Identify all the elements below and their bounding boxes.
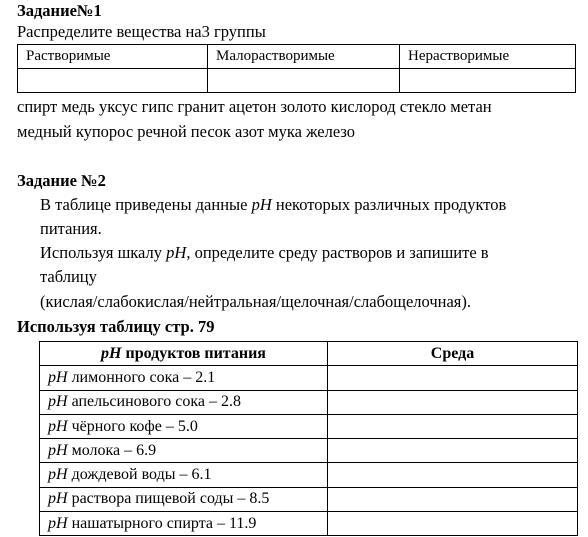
text: молока – 6.9 [67, 441, 157, 459]
text: дождевой воды – 6.1 [67, 466, 212, 484]
ph-symbol: pH [101, 344, 122, 362]
substances-line-2: медный купорос речной песок азот мука железо [17, 122, 356, 141]
ph-row-label [40, 487, 328, 511]
task2-line-3 [40, 243, 489, 263]
text: нашатырного спирта – 11.9 [67, 514, 257, 532]
medium-answer-cell[interactable] [328, 414, 578, 438]
text: чёрного кофе – 5.0 [67, 417, 198, 435]
ph-symbol: pH [48, 368, 68, 386]
task2-line-1 [40, 195, 506, 215]
table-row [18, 69, 576, 93]
table-row [18, 45, 576, 69]
table-row [40, 463, 578, 487]
text: продуктов питания [121, 344, 266, 362]
task2-line-5: (кислая/слабокислая/нейтральная/щелочная/слабощелочная). [40, 292, 472, 311]
header-medium: Среда [328, 342, 578, 366]
ph-symbol: pH [166, 243, 187, 262]
medium-answer-cell[interactable] [328, 512, 578, 536]
header-soluble: Растворимые [18, 45, 208, 69]
task1-instruction: Распределите вещества на3 группы [17, 22, 266, 41]
table-row [40, 439, 578, 463]
answer-cell-slightly-soluble[interactable] [208, 69, 400, 93]
ph-row-label [40, 512, 328, 536]
text: Используя шкалу [40, 243, 167, 262]
task2-title: Задание №2 [17, 171, 106, 190]
text: некоторых различных продуктов [271, 195, 507, 214]
ph-row-label [40, 366, 328, 390]
ph-row-label [40, 463, 328, 487]
text: раствора пищевой соды – 8.5 [67, 490, 270, 508]
ph-symbol: pH [48, 466, 68, 484]
substances-line-1: спирт медь уксус гипс гранит ацетон золото кислород стекло метан [17, 97, 492, 116]
table-row [40, 487, 578, 511]
ph-symbol: pH [48, 514, 68, 532]
text: апельсинового сока – 2.8 [67, 393, 241, 411]
medium-answer-cell[interactable] [328, 463, 578, 487]
ph-symbol: pH [251, 195, 272, 214]
table-row [40, 414, 578, 438]
table-row [40, 390, 578, 414]
ph-row-label [40, 390, 328, 414]
ph-symbol: pH [48, 417, 68, 435]
ph-symbol: pH [48, 490, 68, 508]
answer-cell-insoluble[interactable] [400, 69, 576, 93]
task1-title: Задание№1 [17, 1, 102, 20]
ph-row-label [40, 439, 328, 463]
medium-answer-cell[interactable] [328, 439, 578, 463]
table-row [40, 342, 578, 366]
answer-cell-soluble[interactable] [18, 69, 208, 93]
header-insoluble: Нерастворимые [400, 45, 576, 69]
ph-row-label [40, 414, 328, 438]
header-ph-products [40, 342, 328, 366]
table-hint: Используя таблицу стр. 79 [17, 317, 215, 336]
table-row [40, 366, 578, 390]
text: лимонного сока – 2.1 [67, 368, 216, 386]
task2-line-2: питания. [40, 219, 102, 238]
task1-table [17, 44, 576, 93]
medium-answer-cell[interactable] [328, 487, 578, 511]
medium-answer-cell[interactable] [328, 366, 578, 390]
ph-table [39, 341, 578, 536]
medium-answer-cell[interactable] [328, 390, 578, 414]
ph-symbol: pH [48, 393, 68, 411]
task2-line-4: таблицу [40, 267, 97, 286]
text: В таблице приведены данные [40, 195, 252, 214]
text: , определите среду растворов и запишите в [186, 243, 489, 262]
table-row [40, 512, 578, 536]
header-slightly-soluble: Малорастворимые [208, 45, 400, 69]
ph-symbol: pH [48, 441, 68, 459]
